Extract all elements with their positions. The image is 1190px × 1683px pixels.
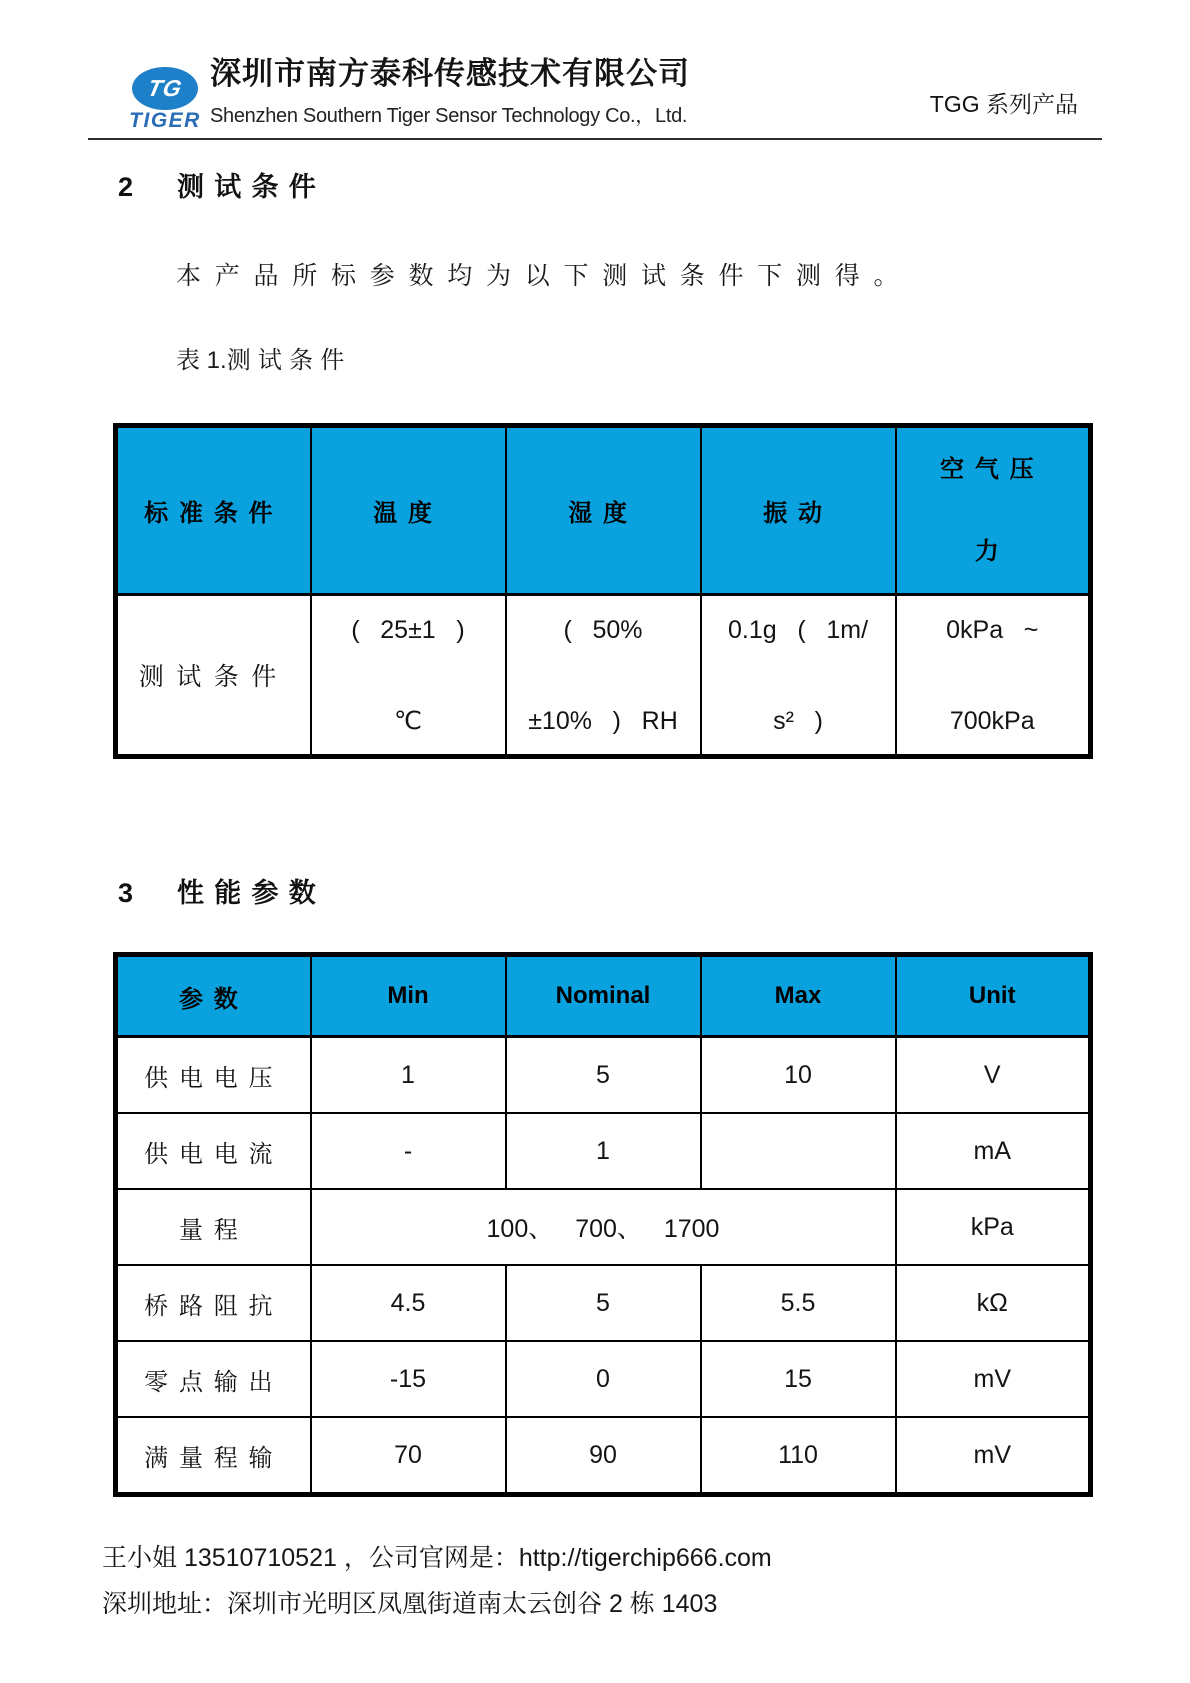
tg-monogram-icon: TG	[145, 75, 185, 101]
col-header-humidity: 湿度	[506, 426, 701, 595]
table-header-row	[116, 955, 1091, 1037]
performance-parameters-table	[113, 952, 1093, 1497]
param-label: 桥路阻抗	[116, 1265, 311, 1341]
nominal-cell: 5	[506, 1265, 701, 1341]
section-3-heading	[118, 880, 326, 907]
table-1-caption	[176, 340, 352, 375]
temperature-unit: ℃	[393, 707, 423, 735]
test-conditions-table	[113, 423, 1093, 759]
temperature-value: ( 25±1 )	[351, 616, 465, 644]
col-header-air-pressure	[896, 426, 1091, 595]
unit-cell: kΩ	[896, 1265, 1091, 1341]
air-pressure-cell	[896, 595, 1091, 757]
range-values-cell: 100、 700、 1700	[311, 1189, 896, 1265]
tiger-wordmark: TIGER	[129, 109, 201, 132]
param-label: 供电电流	[116, 1113, 311, 1189]
table-row-zero-output	[116, 1341, 1091, 1417]
table-row-supply-current	[116, 1113, 1091, 1189]
min-cell: 4.5	[311, 1265, 506, 1341]
section-3-number: 3	[118, 878, 134, 908]
col-header-unit: Unit	[896, 955, 1091, 1037]
nominal-cell: 5	[506, 1037, 701, 1114]
table-row-full-scale-output	[116, 1417, 1091, 1495]
max-cell	[701, 1113, 896, 1189]
air-pressure-max: 700kPa	[949, 707, 1035, 735]
col-header-temperature: 温度	[311, 426, 506, 595]
section-2-number: 2	[118, 172, 134, 202]
footer-address-line: 深圳地址：深圳市光明区凤凰街道南太云创谷 2 栋 1403	[102, 1590, 718, 1618]
min-cell: 70	[311, 1417, 506, 1495]
company-logo	[132, 67, 198, 110]
col-header-vibration: 振动	[701, 426, 896, 595]
param-label: 满量程输	[116, 1417, 311, 1495]
header-divider	[88, 138, 1102, 140]
unit-cell: mA	[896, 1113, 1091, 1189]
unit-cell: mV	[896, 1417, 1091, 1495]
vibration-value: 0.1g ( 1m/	[727, 616, 869, 644]
table-row-range	[116, 1189, 1091, 1265]
company-name-en: Shenzhen Southern Tiger Sensor Technology Co.，Ltd.	[210, 105, 688, 127]
min-cell: -	[311, 1113, 506, 1189]
vibration-unit: s² )	[773, 707, 823, 735]
intro-paragraph: 本产品所标参数均为以下测试条件下测得。	[176, 262, 913, 290]
param-label: 量程	[116, 1189, 311, 1265]
col-header-min: Min	[311, 955, 506, 1037]
max-cell: 10	[701, 1037, 896, 1114]
param-label: 零点输出	[116, 1341, 311, 1417]
section-3-title: 性能参数	[177, 878, 327, 908]
max-cell: 110	[701, 1417, 896, 1495]
nominal-cell: 1	[506, 1113, 701, 1189]
product-series-label: TGG 系列产品	[929, 91, 1078, 117]
table-row	[116, 595, 1091, 757]
humidity-cell	[506, 595, 701, 757]
table-row-bridge-impedance	[116, 1265, 1091, 1341]
max-cell: 15	[701, 1341, 896, 1417]
unit-cell: kPa	[896, 1189, 1091, 1265]
humidity-value: ( 50%	[563, 616, 643, 644]
table-1-caption-prefix: 表 1.	[176, 347, 227, 374]
test-condition-row-label: 测试条件	[116, 595, 311, 757]
company-name-cn: 深圳市南方泰科传感技术有限公司	[210, 56, 690, 91]
temperature-cell	[311, 595, 506, 757]
col-header-nominal: Nominal	[506, 955, 701, 1037]
col-header-max: Max	[701, 955, 896, 1037]
table-header-row	[116, 426, 1091, 595]
unit-cell: V	[896, 1037, 1091, 1114]
col-header-parameter: 参数	[116, 955, 311, 1037]
table-row-supply-voltage	[116, 1037, 1091, 1114]
humidity-unit: ±10% ) RH	[528, 707, 678, 735]
air-pressure-label: 空气压力	[940, 455, 1045, 565]
nominal-cell: 0	[506, 1341, 701, 1417]
unit-cell: mV	[896, 1341, 1091, 1417]
max-cell: 5.5	[701, 1265, 896, 1341]
min-cell: 1	[311, 1037, 506, 1114]
section-2-title: 测试条件	[177, 172, 327, 202]
min-cell: -15	[311, 1341, 506, 1417]
section-2-heading	[118, 174, 326, 201]
nominal-cell: 90	[506, 1417, 701, 1495]
table-1-caption-title: 测试条件	[226, 347, 352, 374]
footer-contact-line: 王小姐 13510710521 ，公司官网是：http://tigerchip666.com	[102, 1544, 772, 1572]
air-pressure-min: 0kPa ~	[946, 616, 1039, 644]
vibration-cell	[701, 595, 896, 757]
col-header-standard-condition: 标准条件	[116, 426, 311, 595]
param-label: 供电电压	[116, 1037, 311, 1114]
